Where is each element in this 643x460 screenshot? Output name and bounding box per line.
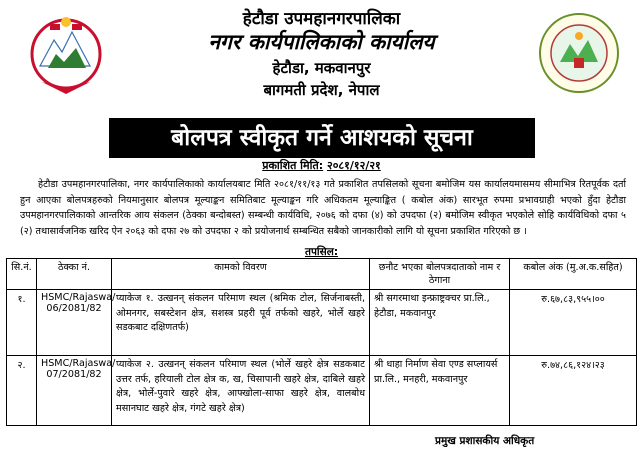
notice-body: हेटौडा उपमहानगरपालिका, नगर कार्यपालिकाको कार्यालयबाट मिति २०८१/११/१३ गते प्रकाशित तपसिलको सूचना बमोजिम यस कार्यालयमासमय सीमाभित्र रितपूर्वक दर्ता हुन आएका बोलपत्रहरुको नियमानुसार बोलपत्र मूल्याङ्कन समितिबाट मूल्याङ्कन गरि अधिकतम मूल्याङ्कित ( कबोल अंक) सारभूत रुपमा प्रभावग्राही भएको हुँदा हेटौडा उपमहानगरपालिकाको आन्तरिक आय संकलन (ठेक्का बन्दोबस्त) सम्बन्धी कार्यविधि, २०७६ को दफा (४) को उपदफा (२) बमोजिम स्वीकृत भएकोले सोहि कार्यविधिको दफा ५ (२) तथासार्वजनिक खरिद ऐन २०६३ को दफा २७ को उपदफा २ को प्रयोजनार्थ सम्बन्धित सबैको जानकारीको लागि यो सूचना प्रकाशित गरिएको छ । [20,179,626,237]
office-name: नगर कार्यपालिकाको कार्यालय [208,30,435,54]
table-row [7,290,637,356]
province-country: बागमती प्रदेश, नेपाल [263,81,380,99]
office-address: हेटौडा, मकवानपुर [272,59,371,77]
header-bidder: छनौट भएका बोलपत्रदाताको नाम र ठेगाना [370,259,510,290]
row-ref: HSMC/Rajaswa/ 06/2081/82 [37,290,112,356]
publication-label: प्रकाशित मिति: [262,159,324,172]
notice-title-banner: बोलपत्र स्वीकृत गर्ने आशयको सूचना [109,118,535,158]
row-sn: २. [7,356,37,426]
row-amount: रु.६७,८३,९५५।०० [510,290,637,356]
municipality-name: हेटौडा उपमहानगरपालिका [242,9,401,29]
row-desc: प्याकेज १. उत्खनन् संकलन परिमाण स्थल (श्रमिक टोल, सिर्जनाबस्ती, ओमनगर, सबस्टेशन क्षेत्र, सशस्त्र प्रहरी पूर्व तर्फको खहरे, भोर्ले खहरे सडकबाट दक्षिणतर्फ) [112,290,370,356]
signatory-title: प्रमुख प्रशासकीय अधिकृत [435,435,535,447]
header-desc: कामको विवरण [112,259,370,290]
publication-date [0,158,643,173]
row-bidder: श्री धाहा निर्माण सेवा एण्ड सप्लायर्स प्रा.लि., मनहरी, मकवानपुर [370,356,510,426]
row-sn: १. [7,290,37,356]
row-amount: रु.७४,८६,१२४।२३ [510,356,637,426]
table-label: तपसिल: [304,246,339,258]
table-header-row [7,259,637,290]
header-sn: सि.नं. [7,259,37,290]
row-bidder: श्री सगरमाथा इन्फ्राष्ट्रक्चर प्रा.लि., हेटौडा, मकवानपुर [370,290,510,356]
row-ref: HSMC/Rajaswa/ 07/2081/82 [37,356,112,426]
header-amount: कबोल अंक (मु.अ.क.सहित) [510,259,637,290]
table-row [7,356,637,426]
publication-date-value: २०८१/१२/२१ [326,159,381,172]
header-ref: ठेक्का नं. [37,259,112,290]
award-table [6,258,637,426]
row-desc: प्याकेज २. उत्खनन् संकलन परिमाण स्थल (भोर्ले खहरे क्षेत्र सडकबाट उत्तर तर्फ, हरियाली टोल क्षेत्र क, ख, चिसापानी खहरे क्षेत्र, दाबिले खहरे क्षेत्र, भोर्ले-पुवारे खहरे क्षेत्र, आफ्खोला-साफा खहरे क्षेत्र, वालबोध मसानघाट खहरे क्षेत्र, गंगटे खहरे क्षेत्र) [112,356,370,426]
